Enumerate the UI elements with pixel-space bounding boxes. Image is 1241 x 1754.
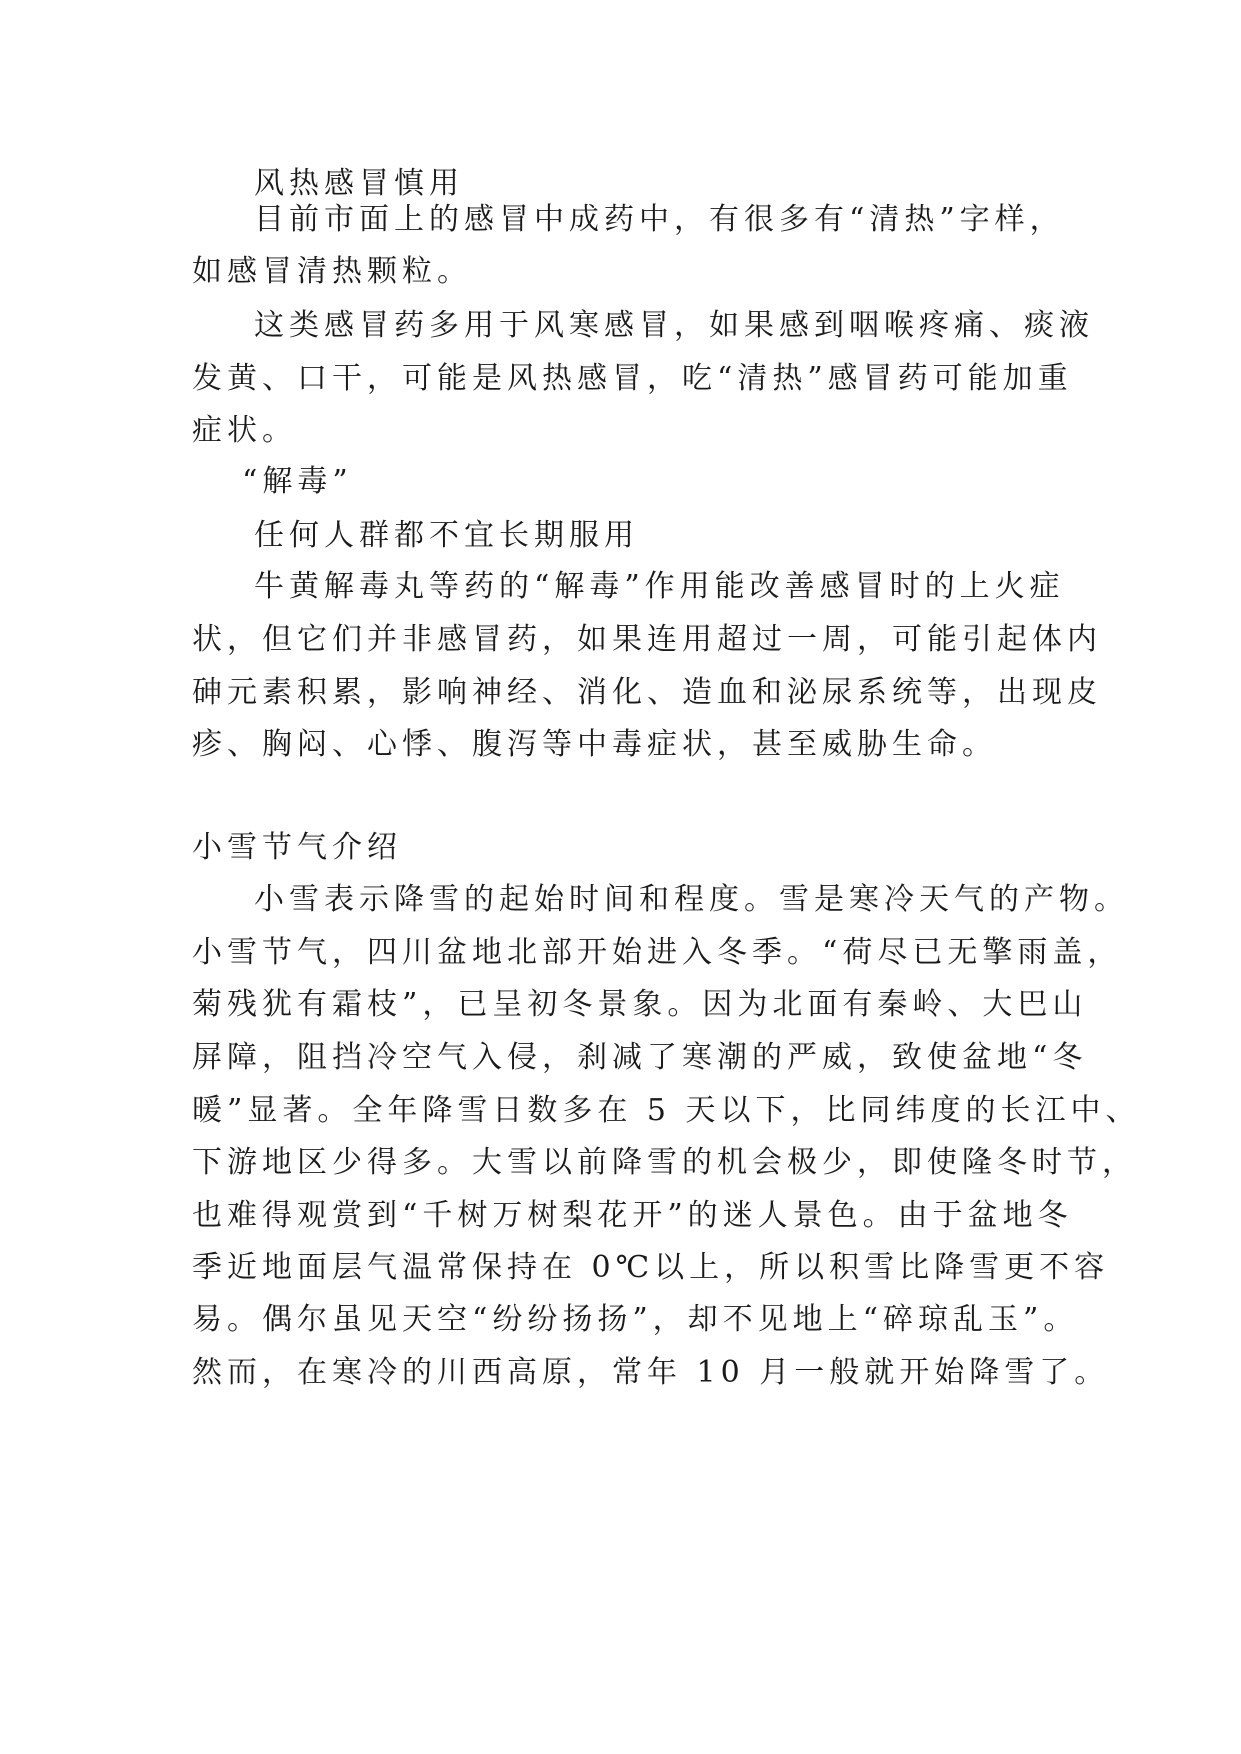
section1-subheading-quote: “解毒” [242, 464, 353, 499]
section2-heading: 小雪节气介绍 [192, 830, 402, 865]
section1-para2-line: 发黄、口干，可能是风热感冒，吃“清热”感冒药可能加重 [192, 361, 1073, 396]
section1-para1-line: 如感冒清热颗粒。 [192, 254, 472, 289]
section1-para3-line: 状，但它们并非感冒药，如果连用超过一周，可能引起体内 [192, 622, 1102, 657]
section1-subheading: 任何人群都不宜长期服用 [254, 518, 639, 553]
section2-body-line: 小雪节气，四川盆地北部开始进入冬季。“荷尽已无擎雨盖， [192, 935, 1123, 970]
section2-body-line: 下游地区少得多。大雪以前降雪的机会极少，即使隆冬时节， [192, 1145, 1137, 1180]
section2-body-line: 小雪表示降雪的起始时间和程度。雪是寒冷天气的产物。 [254, 882, 1129, 917]
section1-para1-line: 目前市面上的感冒中成药中，有很多有“清热”字样， [254, 202, 1065, 237]
section2-body-line: 菊残犹有霜枝”，已呈初冬景象。因为北面有秦岭、大巴山 [192, 987, 1088, 1022]
section1-para3-line: 疹、胸闷、心悸、腹泻等中毒症状，甚至威胁生命。 [192, 727, 997, 762]
section2-body-line: 也难得观赏到“千树万树梨花开”的迷人景色。由于盆地冬 [192, 1198, 1073, 1233]
section2-body-line: 暖”显著。全年降雪日数多在 5 天以下，比同纬度的长江中、 [192, 1093, 1141, 1128]
section1-para2-line: 症状。 [192, 413, 297, 448]
section2-body-line: 然而，在寒冷的川西高原，常年 10 月一般就开始降雪了。 [192, 1355, 1110, 1390]
section1-para3-line: 砷元素积累，影响神经、消化、造血和泌尿系统等，出现皮 [192, 675, 1102, 710]
section1-para3-line: 牛黄解毒丸等药的“解毒”作用能改善感冒时的上火症 [254, 569, 1065, 604]
section2-body-line: 屏障，阻挡冷空气入侵，刹减了寒潮的严威，致使盆地“冬 [192, 1040, 1088, 1075]
section1-heading: 风热感冒慎用 [254, 166, 464, 201]
section1-para2-line: 这类感冒药多用于风寒感冒，如果感到咽喉疼痛、痰液 [254, 308, 1094, 343]
section2-body-line: 季近地面层气温常保持在 0℃以上，所以积雪比降雪更不容 [192, 1250, 1110, 1285]
section2-body-line: 易。偶尔虽见天空“纷纷扬扬”，却不见地上“碎琼乱玉”。 [192, 1302, 1079, 1337]
